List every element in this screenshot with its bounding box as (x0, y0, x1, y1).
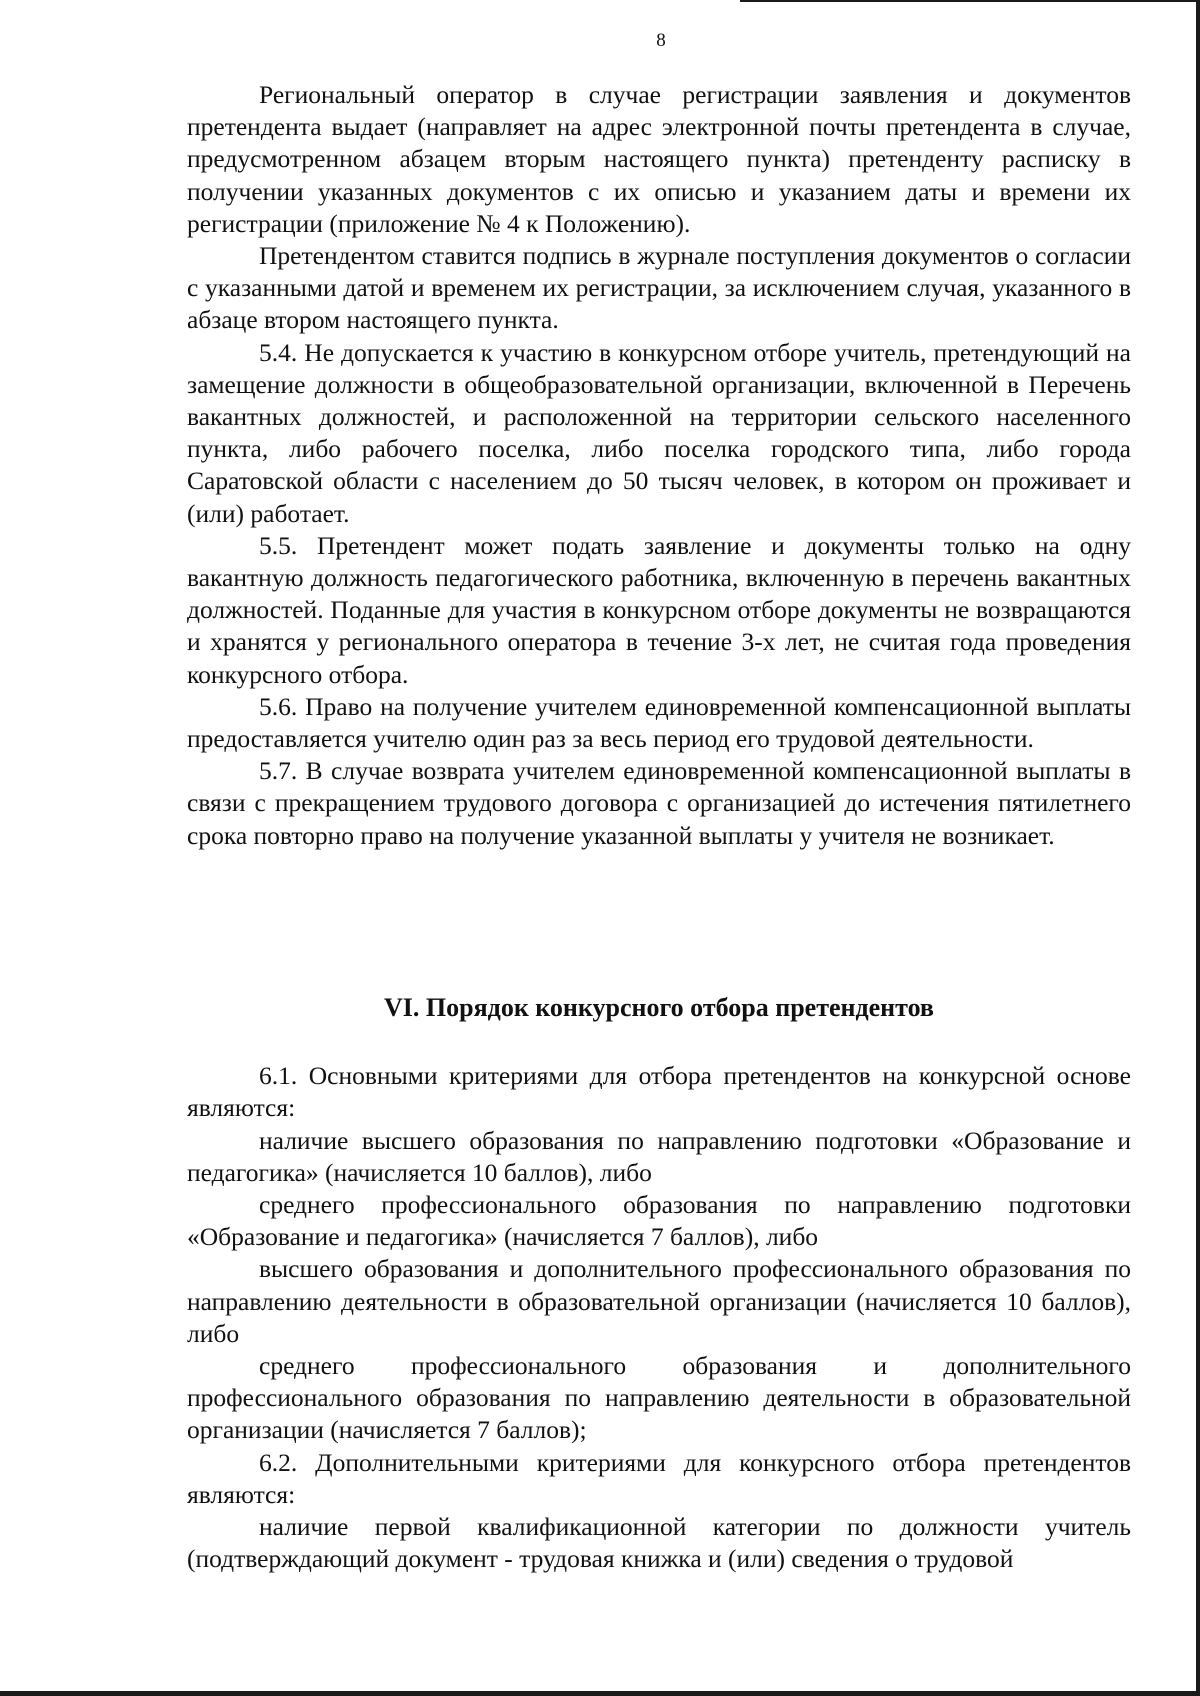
paragraph-5-4: 5.4. Не допускается к участию в конкурсном отборе учитель, претендующий на замещение должности в общеобразовательной организации, включенной в Перечень вакантных должностей, и расположенной на территории сельского населенного пункта, либо рабочего поселка, либо поселка городского типа, либо города Саратовской области с населением до 50 тысяч человек, в котором он проживает и (или) работает. (187, 337, 1131, 528)
page-edge-right (1196, 0, 1200, 1696)
criteria-item: наличие высшего образования по направлению подготовки «Образование и педагогика» (начисляется 10 баллов), либо (187, 1125, 1131, 1187)
page-edge-bottom (0, 1691, 1200, 1696)
paragraph: Региональный оператор в случае регистрации заявления и документов претендента выдает (направляет на адрес электронной почты претендента в случае, предусмотренном абзацем вторым настоящего пункта) претенденту расписку в получении указанных документов с их описью и указанием даты и времени их регистрации (приложение № 4 к Положению). (187, 80, 1131, 238)
section-heading: VI. Порядок конкурсного отбора претендентов (384, 993, 934, 1022)
section-5-text (187, 79, 1131, 852)
criteria-item: среднего профессионального образования по направлению подготовки «Образование и педагогика» (начисляется 7 баллов), либо (187, 1190, 1131, 1252)
paragraph: Претендентом ставится подпись в журнале поступления документов о согласии с указанными датой и временем их регистрации, за исключением случая, указанного в абзаце втором настоящего пункта. (187, 241, 1131, 335)
paragraph-5-5: 5.5. Претендент может подать заявление и документы только на одну вакантную должность педагогического работника, включенную в перечень вакантных должностей. Поданные для участия в конкурсном отборе документы не возвращаются и хранятся у регионального оператора в течение 3-х лет, не считая года проведения конкурсного отбора. (187, 530, 1131, 689)
criteria-item: наличие первой квалификационной категории по должности учитель (подтверждающий документ - трудовая книжка и (или) сведения о трудовой (187, 1512, 1131, 1574)
section-6 (187, 992, 1131, 1575)
page-number: 8 (656, 30, 666, 51)
page-edge-top (740, 0, 1200, 2)
paragraph-5-6: 5.6. Право на получение учителем единовременной компенсационной выплаты предоставляется учителю один раз за весь период его трудовой деятельности. (187, 691, 1131, 754)
paragraph-5-7: 5.7. В случае возврата учителем единовременной компенсационной выплаты в связи с прекращением трудового договора с организацией до истечения пятилетнего срока повторно право на получение указанной выплаты у учителя не возникает. (187, 756, 1131, 850)
criteria-item: среднего профессионального образования и дополнительного профессионального образования по направлению деятельности в образовательной организации (начисляется 7 баллов); (187, 1351, 1131, 1445)
criteria-item: высшего образования и дополнительного профессионального образования по направлению деятельности в образовательной организации (начисляется 10 баллов), либо (187, 1254, 1131, 1348)
paragraph-6-2: 6.2. Дополнительными критериями для конкурсного отбора претендентов являются: (187, 1447, 1131, 1509)
paragraph-6-1: 6.1. Основными критериями для отбора претендентов на конкурсной основе являются: (187, 1061, 1131, 1123)
